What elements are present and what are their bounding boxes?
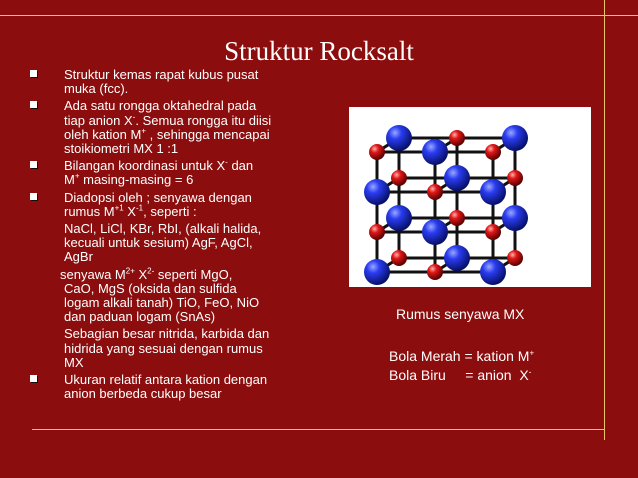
line: NaCl, LiCl, KBr, RbI, (alkali halida, [64,221,262,237]
legend-red-label: Bola Merah = kation M+ [389,348,535,364]
lattice-atoms [364,125,528,285]
cation-red-ball [449,130,465,146]
cation-red-ball [391,250,407,266]
bullet-list [30,68,330,404]
line: kecuali untuk sesium) AgF, AgCl, [64,235,253,251]
anion-blue-ball [422,219,448,245]
line: hidrida yang sesuai dengan rumus [64,340,263,356]
square-bullet-icon [30,375,37,382]
cation-red-ball [427,264,443,280]
line: MX [64,354,84,370]
cation-red-ball [485,224,501,240]
cation-red-ball [507,250,523,266]
figure-caption: Rumus senyawa MX [396,306,525,322]
line: Sebagian besar nitrida, karbida dan [64,326,270,342]
cation-red-ball [369,224,385,240]
bullet-item [30,373,330,401]
anion-blue-ball [422,139,448,165]
line: Struktur kemas rapat kubus pusat [64,67,259,82]
top-rule [0,15,638,16]
anion-blue-ball [364,259,390,285]
line: CaO, MgS (oksida dan sulfida [64,280,237,296]
crystal-lattice-svg [349,107,591,287]
line: muka (fcc). [64,81,129,97]
anion-blue-ball [386,125,412,151]
continuation-paragraph [30,268,330,325]
square-bullet-icon [30,70,37,77]
bottom-rule [32,429,605,430]
cation-red-ball [507,170,523,186]
anion-blue-ball [502,205,528,231]
line: stoikiometri MX 1 :1 [64,141,179,157]
bullet-item [30,159,330,187]
continuation-paragraph [30,222,330,265]
right-rule [604,0,605,440]
rocksalt-crystal-figure [349,107,591,287]
anion-blue-ball [444,245,470,271]
square-bullet-icon [30,101,37,108]
anion-blue-ball [386,205,412,231]
cation-red-ball [391,170,407,186]
line: Diadopsi oleh ; senyawa dengan [64,189,252,205]
anion-blue-ball [502,125,528,151]
cation-red-ball [485,144,501,160]
anion-blue-ball [364,179,390,205]
line: dan paduan logam (SnAs) [64,309,216,325]
line: senyawa $M^{2+}$ $X^{2-}$ seperti MgO, [60,266,233,282]
line: logam alkali tanah) TiO, FeO, NiO [64,295,260,311]
line: Ukuran relatif antara kation dengan [64,372,268,388]
legend-blue-label: Bola Biru = anion X- [389,367,532,383]
anion-blue-ball [480,259,506,285]
bullet-item [30,191,330,219]
line: Bilangan koordinasi untuk X- dan [64,157,254,174]
bullet-item [30,99,330,156]
square-bullet-icon [30,193,37,200]
line: Ada satu rongga oktahedral pada [64,98,257,114]
cation-red-ball [369,144,385,160]
continuation-paragraph [30,327,330,370]
cation-red-ball [427,184,443,200]
square-bullet-icon [30,161,37,168]
anion-blue-ball [444,165,470,191]
anion-blue-ball [480,179,506,205]
slide-title: Struktur Rocksalt [224,36,414,66]
line: M+ masing-masing = 6 [64,172,194,188]
bullet-item [30,68,330,96]
line: rumus $M^{+1}$ $X^{-1}$, seperti : [64,203,197,219]
line: oleh kation M+ , sehingga mencapai [64,126,270,142]
cation-red-ball [449,210,465,226]
line: tiap anion X-. Semua rongga itu diisi [64,112,272,128]
line: anion berbeda cukup besar [64,386,222,402]
line: AgBr [64,249,93,265]
